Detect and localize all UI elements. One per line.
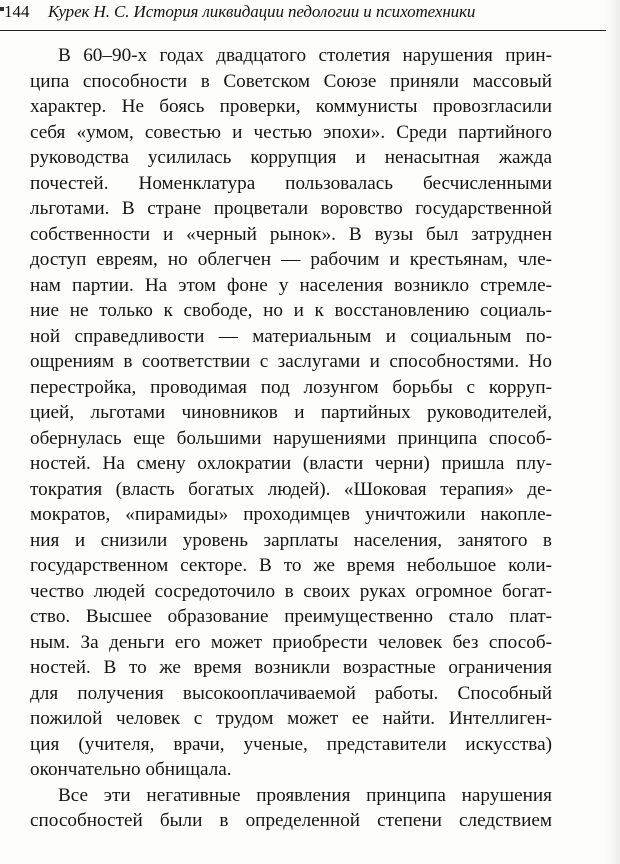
text-line: ние не только к свободе, но и к восстановлению социаль-	[30, 300, 552, 321]
text-line: собственности и «черный рынок». В вузы был затруднен	[30, 223, 552, 245]
text-line: ция (учителя, врачи, ученые, представители искусства)	[30, 733, 552, 755]
text-line: обернулась еще большими нарушениями принципа способ-	[30, 427, 552, 449]
text-line: ство. Высшее образование преимущественно стало плат-	[30, 606, 552, 627]
text-line: цией, льготами чиновников и партийных руководителей,	[30, 402, 552, 423]
text-line: мократов, «пирамиды» проходимцев уничтожили накопле-	[30, 504, 552, 525]
text-line: ным. За деньги его может приобрести человек без способ-	[30, 631, 552, 653]
text-line: ной справедливости — материальным и социальным по-	[30, 325, 552, 347]
text-line: ностей. В то же время возникли возрастные ограничения	[30, 657, 552, 678]
text-line: нам партии. На этом фоне у населения возникло стремле-	[30, 274, 552, 296]
text-line: ностей. На смену охлократии (власти черни) пришла плу-	[30, 453, 552, 474]
text-line: ния и снизили уровень зарплаты населения, занятого в	[30, 529, 552, 551]
text-line: перестройка, проводимая под лозунгом борьбы с корруп-	[30, 376, 552, 398]
text-line: льготами. В стране процветали воровство государственной	[30, 198, 552, 219]
text-line: Все эти негативные проявления принципа нарушения	[58, 784, 552, 806]
text-line: ощрениям в соответствии с заслугами и способностями. Но	[30, 351, 552, 372]
text-line: пожилой человек с трудом может ее найти. Интеллиген-	[30, 708, 552, 729]
paragraph-end-line: окончательно обнищала.	[30, 759, 232, 780]
body-text	[30, 43, 552, 834]
text-line: ципа способности в Советском Союзе приняли массовый	[30, 70, 552, 92]
running-title: Курек Н. С. История ликвидации педологии и психотехники	[48, 2, 476, 21]
text-line: руководства усилилась коррупция и ненасытная жажда	[30, 147, 552, 168]
text-line: себя «умом, совестью и честью эпохи». Среди партийного	[30, 121, 552, 143]
text-line: почестей. Номенклатура пользовалась бесчисленными	[30, 172, 552, 194]
text-line: тократия (власть богатых людей). «Шоковая терапия» де-	[30, 478, 552, 500]
page-number: 144	[4, 2, 30, 21]
text-line: для получения высокооплачиваемой работы. Способный	[30, 682, 552, 704]
running-header	[0, 0, 606, 31]
text-line: государственном секторе. В то же время небольшое коли-	[30, 555, 552, 576]
text-line: доступ евреям, но облегчен — рабочим и крестьянам, чле-	[30, 249, 552, 270]
text-line: В 60–90-х годах двадцатого столетия нарушения прин-	[58, 45, 552, 66]
text-line: чество людей сосредоточило в своих руках огромное богат-	[30, 580, 552, 602]
text-line: характер. Не боясь проверки, коммунисты провозгласили	[30, 96, 552, 117]
page-edge-shadow	[606, 0, 620, 864]
text-line: способностей были в определенной степени следствием	[30, 810, 552, 831]
